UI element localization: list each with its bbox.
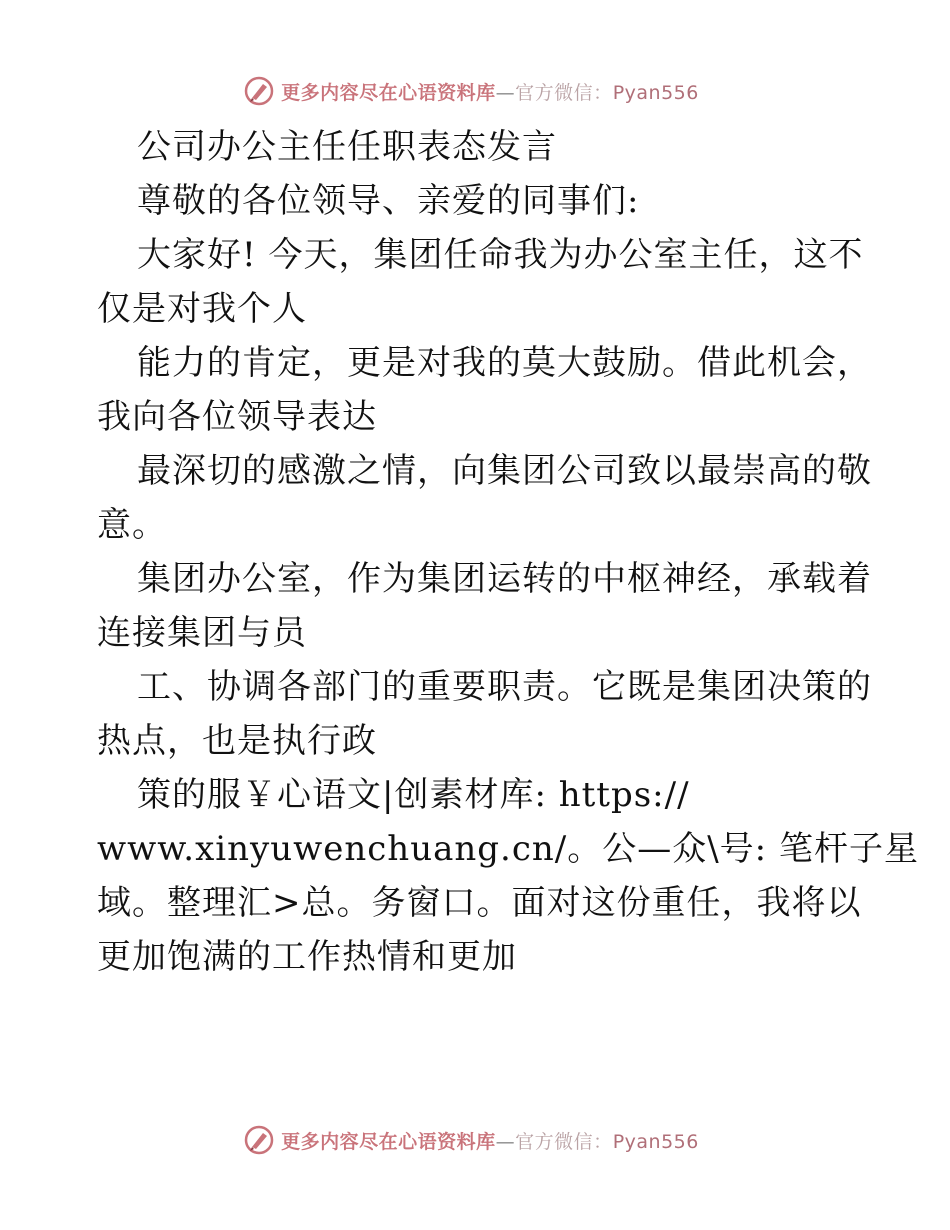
salutation: 尊敬的各位领导、亲爱的同事们: [137,181,640,221]
paragraph-line: 最深切的感激之情，向集团公司致以最崇高的敬 [137,451,872,491]
paragraph-line: 我向各位领导表达 [97,397,377,437]
header-banner-content [243,75,699,107]
banner-dash: — [495,81,516,104]
paragraph-line: 更加饱满的工作热情和更加 [97,937,517,977]
paragraph-line: 大家好! 今天，集团任命我为办公室主任，这不 [137,235,864,275]
header-banner [0,71,950,111]
banner-wechat-label: 官方微信： [515,1130,613,1153]
paragraph-line: 连接集团与员 [97,613,307,653]
paragraph-line: 集团办公室，作为集团运转的中枢神经，承载着 [137,559,872,599]
banner-site-name: 更多内容尽在心语资料库 [281,81,496,104]
paragraph-line: 热点，也是执行政 [97,721,377,761]
banner-site-name: 更多内容尽在心语资料库 [281,1130,496,1153]
banner-wechat-id: Pyan556 [612,81,699,104]
document-body [97,120,919,984]
banner-wechat-id: Pyan556 [612,1130,699,1153]
footer-banner-content [243,1124,699,1156]
pen-logo-icon [243,75,275,107]
banner-dash: — [495,1130,516,1153]
paragraph-line: 策的服￥心语文|创素材库: https:// [137,775,690,815]
banner-wechat-label: 官方微信： [515,81,613,104]
paragraph-line: www.xinyuwenchuang.cn/。公—众\号: 笔杆子星 [97,829,919,869]
paragraph-line: 仅是对我个人 [97,289,307,329]
paragraph-line: 意。 [97,505,167,545]
footer-banner [0,1120,950,1160]
pen-logo-icon [243,1124,275,1156]
document-title: 公司办公主任任职表态发言 [137,127,557,167]
paragraph-line: 域。整理汇>总。务窗口。面对这份重任，我将以 [97,883,862,923]
paragraph-line: 能力的肯定，更是对我的莫大鼓励。借此机会， [137,343,872,383]
paragraph-line: 工、协调各部门的重要职责。它既是集团决策的 [137,667,872,707]
